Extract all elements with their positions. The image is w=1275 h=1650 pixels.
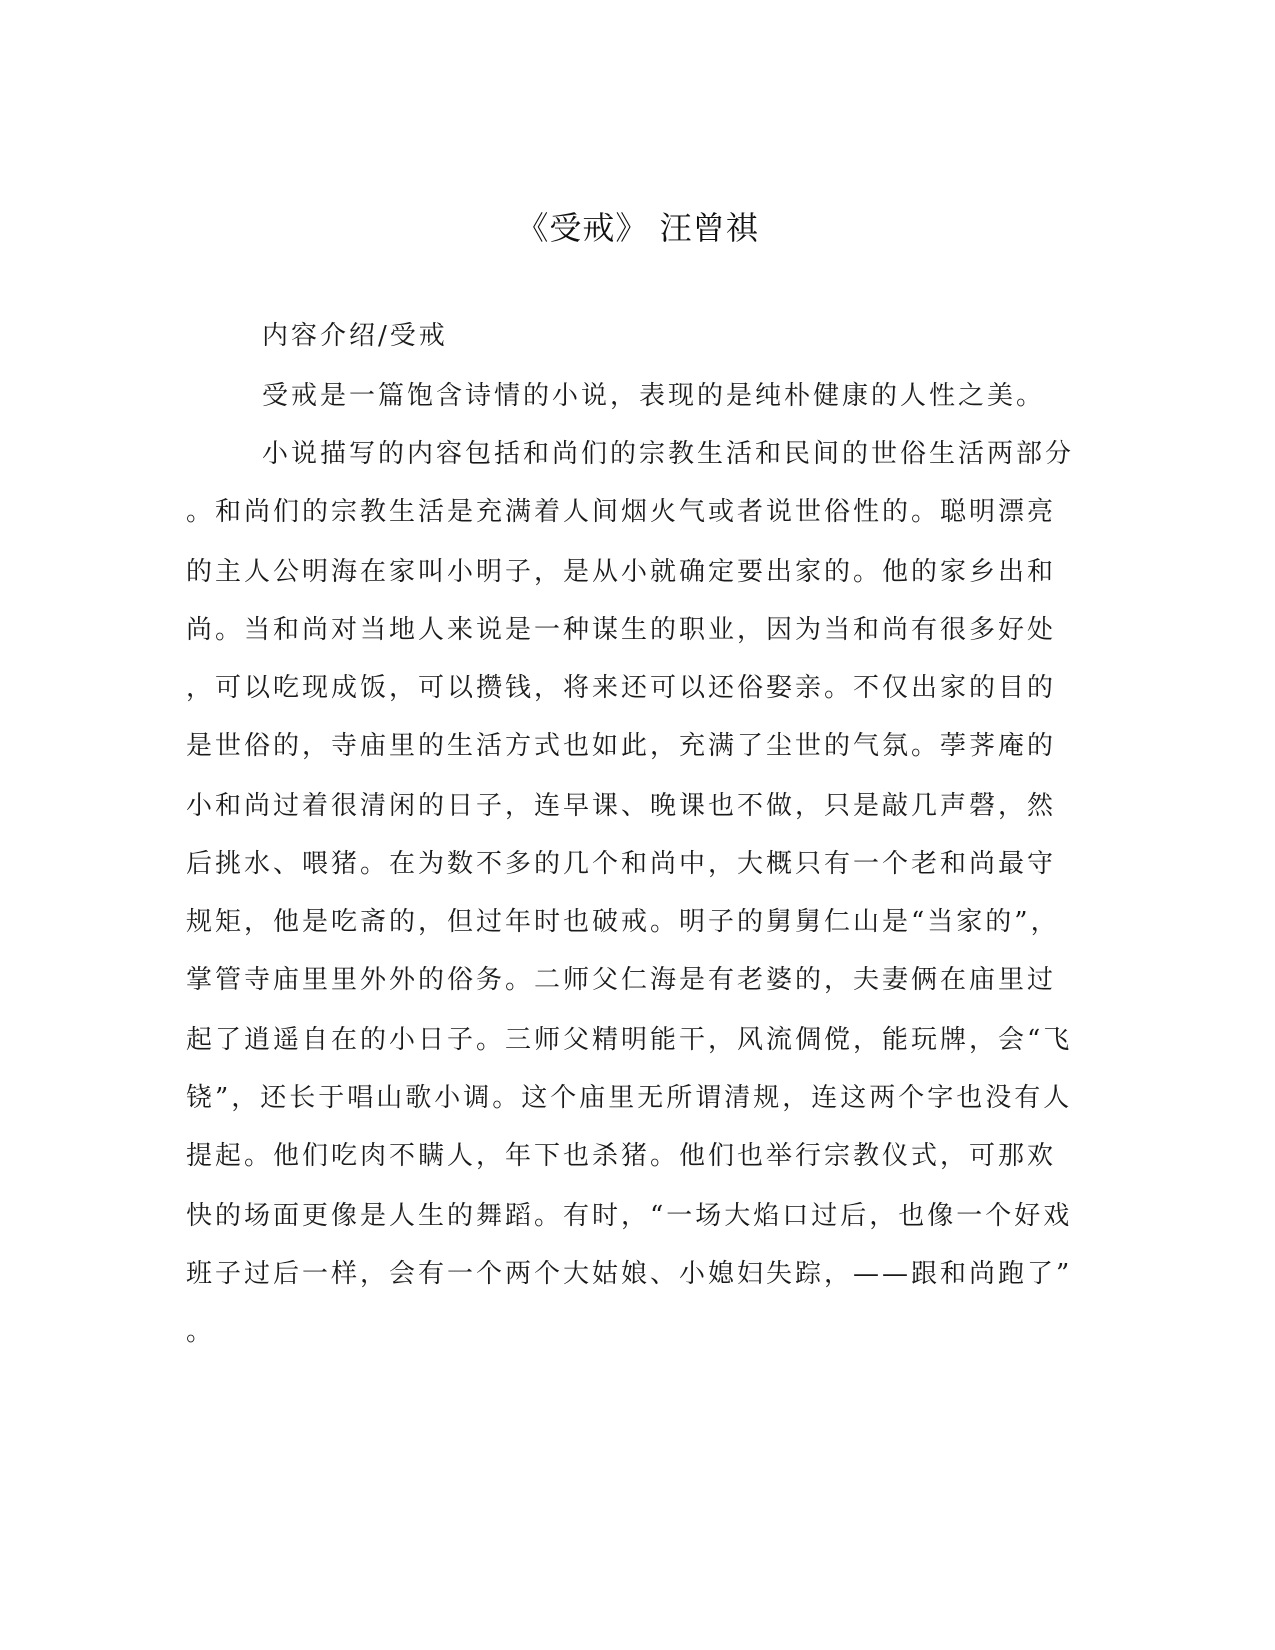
text-line: 后挑水、喂猪。在为数不多的几个和尚中，大概只有一个老和尚最守 xyxy=(186,849,1057,879)
text-line-intro: 受戒是一篇饱含诗情的小说，表现的是纯朴健康的人性之美。 xyxy=(262,381,1046,411)
text-line: 班子过后一样，会有一个两个大姑娘、小媳妇失踪，——跟和尚跑了” xyxy=(186,1259,1073,1289)
text-line: 。和尚们的宗教生活是充满着人间烟火气或者说世俗性的。聪明漂亮 xyxy=(186,497,1057,527)
text-line-section-heading: 内容介绍/受戒 xyxy=(262,321,448,351)
text-line: 铙”，还长于唱山歌小调。这个庙里无所谓清规，连这两个字也没有人 xyxy=(186,1083,1073,1113)
text-line: 是世俗的，寺庙里的生活方式也如此，充满了尘世的气氛。荸荠庵的 xyxy=(186,731,1057,761)
text-line: 快的场面更像是人生的舞蹈。有时，“一场大焰口过后，也像一个好戏 xyxy=(186,1201,1073,1231)
text-line: 尚。当和尚对当地人来说是一种谋生的职业，因为当和尚有很多好处 xyxy=(186,615,1057,645)
text-line: 掌管寺庙里里外外的俗务。二师父仁海是有老婆的，夫妻俩在庙里过 xyxy=(186,965,1057,995)
text-line-end: 。 xyxy=(186,1317,216,1347)
text-line: 起了逍遥自在的小日子。三师父精明能干，风流倜傥，能玩牌，会“飞 xyxy=(186,1025,1073,1055)
text-line: 的主人公明海在家叫小明子，是从小就确定要出家的。他的家乡出和 xyxy=(186,557,1057,587)
text-line: 小说描写的内容包括和尚们的宗教生活和民间的世俗生活两部分 xyxy=(262,439,1075,469)
text-line: 提起。他们吃肉不瞒人，年下也杀猪。他们也举行宗教仪式，可那欢 xyxy=(186,1141,1057,1171)
document-title: 《受戒》 汪曾祺 xyxy=(516,209,759,247)
text-line: ，可以吃现成饭，可以攒钱，将来还可以还俗娶亲。不仅出家的目的 xyxy=(186,673,1057,703)
text-line: 小和尚过着很清闲的日子，连早课、晚课也不做，只是敲几声磬，然 xyxy=(186,791,1057,821)
text-line: 规矩，他是吃斋的，但过年时也破戒。明子的舅舅仁山是“当家的”， xyxy=(186,907,1060,937)
